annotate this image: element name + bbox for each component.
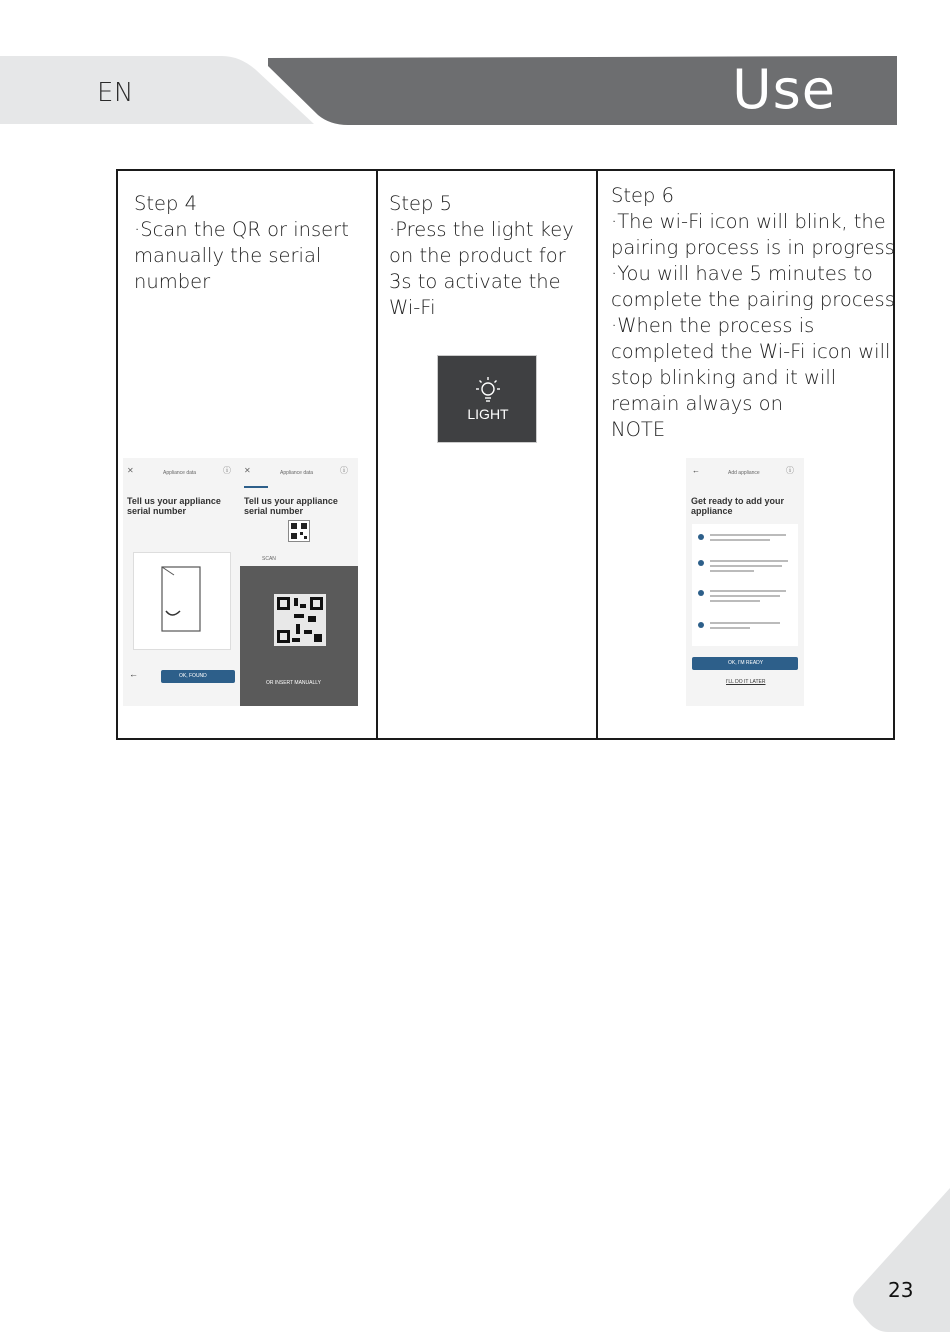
- step-6-note: NOTE: [611, 418, 666, 441]
- language-tab-shape: [0, 56, 314, 124]
- app-header-title: Appliance data: [163, 470, 197, 476]
- step-4-line: manually the serial: [134, 244, 322, 267]
- checklist-line: [710, 627, 750, 629]
- checklist-line: [710, 570, 754, 572]
- step-5-line: 3s to activate the: [389, 270, 561, 293]
- light-key-label: LIGHT: [467, 406, 509, 422]
- step-5-title: Step 5: [389, 192, 453, 215]
- fridge-icon: [134, 553, 230, 649]
- step-4-cell: [118, 171, 376, 738]
- progress-indicator: [244, 486, 268, 488]
- later-link[interactable]: I'LL DO IT LATER: [726, 679, 766, 685]
- checklist-line: [710, 565, 782, 567]
- qr-icon: [289, 521, 309, 541]
- step-5-line: Wi-Fi: [389, 296, 436, 319]
- checklist-line: [710, 600, 760, 602]
- step-5-line: on the product for: [389, 244, 566, 267]
- help-icon: ⓘ: [223, 466, 231, 475]
- checklist-line: [710, 590, 786, 592]
- corner-tab-shape: [850, 1182, 950, 1332]
- steps-table: [116, 169, 895, 740]
- step-6-text: [611, 183, 895, 443]
- app-heading: Tell us your appliance serial number: [244, 496, 338, 516]
- info-icon: [698, 590, 704, 596]
- checklist-line: [710, 622, 780, 624]
- info-icon: [698, 622, 704, 628]
- qr-thumbnail: [288, 520, 310, 542]
- app-screenshot-add-appliance: [686, 458, 804, 706]
- close-icon: ✕: [127, 466, 134, 475]
- step-6-line: ·The wi-Fi icon will blink, the: [611, 210, 886, 233]
- step-6-line: ·When the process is: [611, 314, 815, 337]
- step-6-cell: [596, 171, 897, 738]
- step-4-line: number: [134, 270, 211, 293]
- language-label: EN: [97, 78, 134, 108]
- ready-button[interactable]: [692, 657, 798, 670]
- step-6-line: complete the pairing process: [611, 288, 895, 311]
- step-6-line: completed the Wi-Fi icon will: [611, 340, 891, 363]
- page-header: [0, 0, 950, 140]
- scan-tab[interactable]: SCAN: [262, 556, 276, 562]
- step-6-title: Step 6: [611, 184, 675, 207]
- light-bulb-icon: [475, 376, 501, 402]
- step-6-line: stop blinking and it will: [611, 366, 837, 389]
- info-icon: [698, 560, 704, 566]
- checklist-card: [692, 524, 798, 646]
- close-icon: ✕: [244, 466, 251, 475]
- checklist-line: [710, 560, 788, 562]
- back-arrow-icon[interactable]: ←: [129, 669, 138, 679]
- info-icon: [698, 534, 704, 540]
- ready-button-label: OK, I'M READY: [728, 660, 764, 666]
- camera-view: [240, 566, 358, 706]
- ok-found-label: OK, FOUND: [179, 673, 207, 679]
- app-heading: Get ready to add your appliance: [691, 496, 785, 516]
- help-icon: ⓘ: [786, 466, 794, 475]
- ok-found-button[interactable]: [161, 670, 235, 683]
- step-6-line: remain always on: [611, 392, 783, 415]
- step-4-text: [134, 191, 349, 295]
- qr-code: [274, 594, 326, 646]
- fridge-illustration: [133, 552, 231, 650]
- help-icon: ⓘ: [340, 466, 348, 475]
- insert-manually-link[interactable]: OR INSERT MANUALLY: [266, 680, 322, 686]
- page-number: 23: [888, 1278, 914, 1302]
- checklist-line: [710, 534, 786, 536]
- app-screenshot-scan: [240, 458, 358, 706]
- back-arrow-icon[interactable]: ←: [692, 466, 700, 475]
- step-6-line: ·You will have 5 minutes to: [611, 262, 873, 285]
- app-heading: Tell us your appliance serial number: [127, 496, 221, 516]
- step-4-line: ·Scan the QR or insert: [134, 218, 349, 241]
- section-title: Use: [732, 58, 836, 121]
- app-screenshot-serial: [123, 458, 241, 706]
- app-header-title: Appliance data: [280, 470, 314, 476]
- step-5-text: [389, 191, 574, 321]
- checklist-line: [710, 595, 780, 597]
- qr-code-icon: [274, 594, 326, 646]
- step-4-title: Step 4: [134, 192, 198, 215]
- step-5-cell: [376, 171, 598, 738]
- step-5-line: ·Press the light key: [389, 218, 574, 241]
- app-header-title: Add appliance: [728, 470, 760, 476]
- checklist-line: [710, 539, 770, 541]
- light-key[interactable]: [437, 355, 537, 443]
- corner-tab-fill: [853, 1188, 950, 1332]
- step-6-line: pairing process is in progress: [611, 236, 895, 259]
